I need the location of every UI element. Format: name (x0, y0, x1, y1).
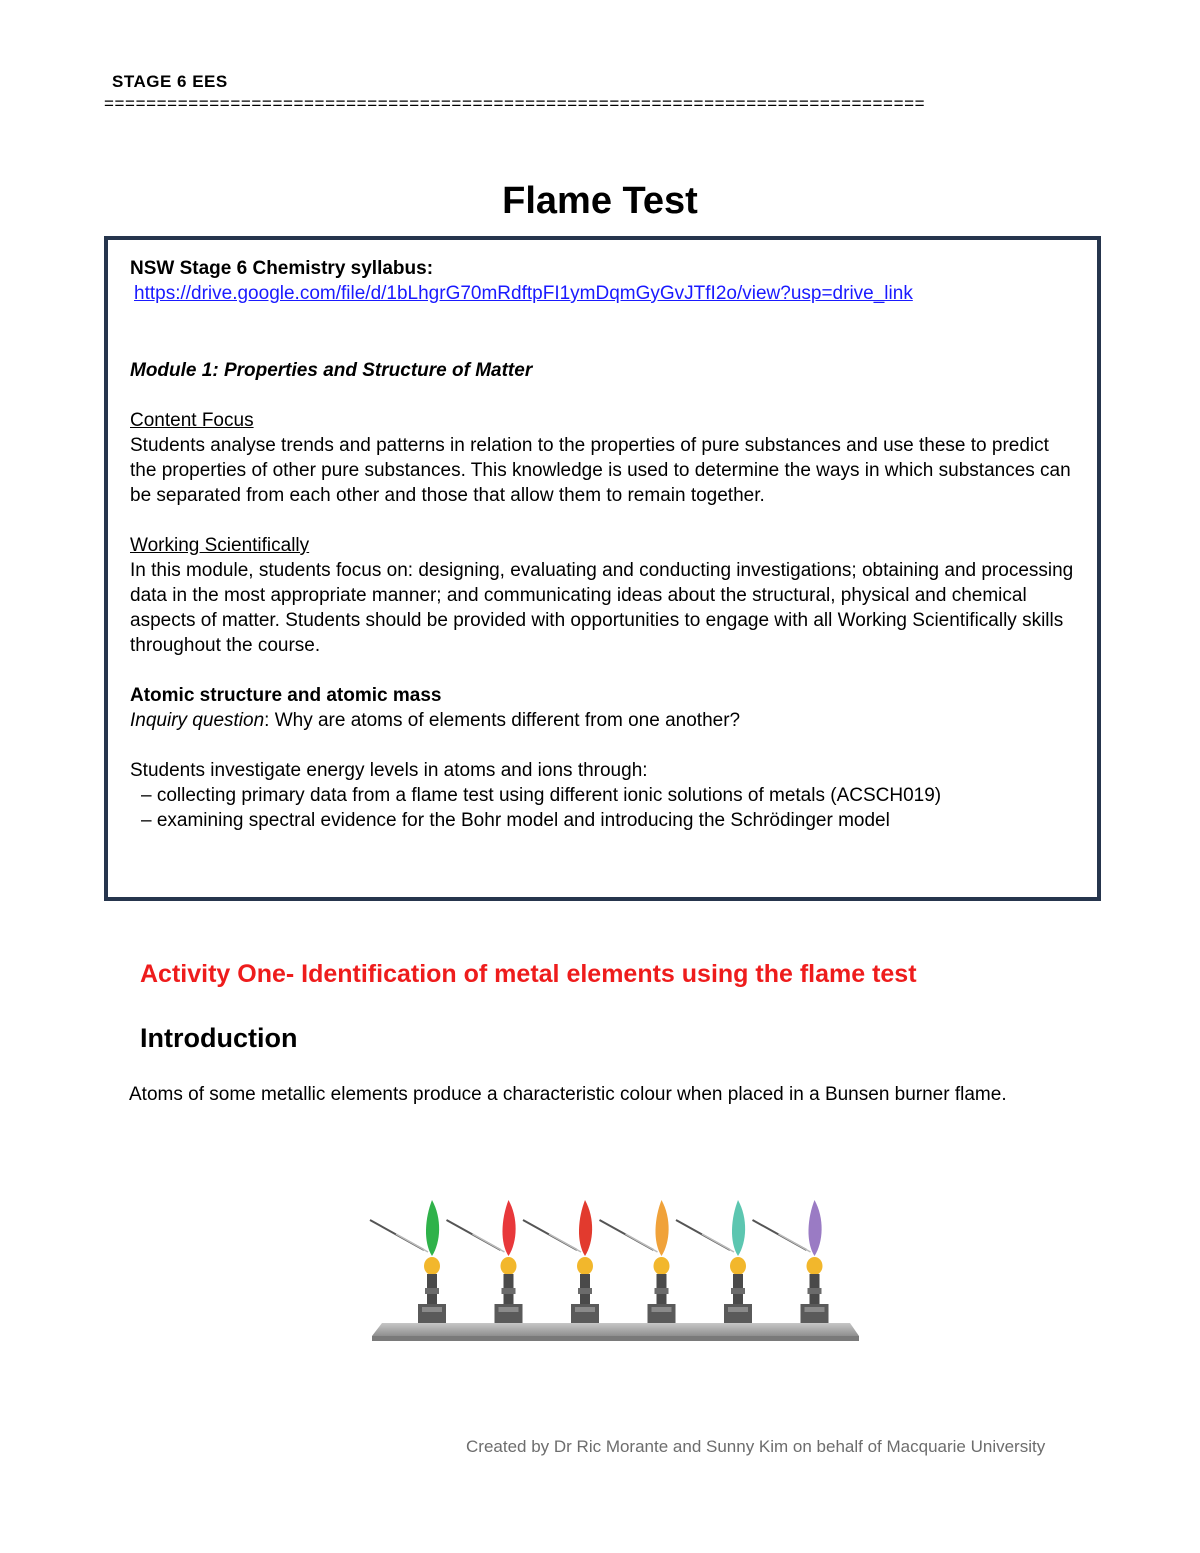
content-focus-text: Students analyse trends and patterns in relation to the properties of pure substances and use these to predict the properties of other pure substances. This knowledge is used to determine the ways in which substances can be separated from each other and those that allow them to remain together. (130, 435, 1071, 506)
burner-collar (502, 1288, 516, 1294)
loop-wire-tip (702, 1234, 734, 1252)
working-scientifically-heading: Working Scientifically (130, 535, 310, 556)
syllabus-link[interactable]: https://drive.google.com/file/d/1bLhgrG70mRdftpFI1ymDqmGyGvJTfI2o/view?usp=drive_link (134, 283, 913, 304)
content-focus-heading: Content Focus (130, 410, 254, 431)
burner-base (495, 1304, 523, 1323)
flame (655, 1200, 668, 1256)
introduction-text: Atoms of some metallic elements produce a characteristic colour when placed in a Bunsen burner flame. (129, 1084, 1007, 1105)
module-title: Module 1: Properties and Structure of Matter (130, 360, 533, 381)
burner-base (801, 1304, 829, 1323)
burner-base (648, 1304, 676, 1323)
burner-base (571, 1304, 599, 1323)
burner-base-highlight (575, 1307, 595, 1312)
burner-collar (808, 1288, 822, 1294)
syllabus-heading: NSW Stage 6 Chemistry syllabus: (130, 258, 434, 279)
bullet-item: – collecting primary data from a flame test using different ionic solutions of metals (ACSCH019) (141, 785, 942, 806)
burner-collar (578, 1288, 592, 1294)
inquiry-text: : Why are atoms of elements different from one another? (264, 710, 741, 731)
inquiry-label: Inquiry question (130, 710, 265, 731)
burner-group (370, 1200, 829, 1323)
introduction-heading: Introduction (140, 1023, 298, 1053)
burner-base-highlight (805, 1307, 825, 1312)
burner-base (418, 1304, 446, 1323)
loop-wire-tip (549, 1234, 581, 1252)
flame (502, 1200, 515, 1256)
burner-flame-core (654, 1257, 670, 1275)
inquiry-question (130, 708, 1080, 733)
syllabus-content (130, 256, 1080, 833)
flame (426, 1200, 439, 1256)
flame (579, 1200, 592, 1256)
stage-label: STAGE 6 EES (112, 72, 228, 91)
bunsen-burners-illustration (362, 1190, 872, 1355)
loop-wire-tip (396, 1234, 428, 1252)
page-title: Flame Test (502, 180, 698, 222)
burner-base-highlight (728, 1307, 748, 1312)
working-scientifically-text: In this module, students focus on: designing, evaluating and conducting investigations; obtaining and processing data in the most appropriate manner; and communicating ideas about the structural, physical and chemical aspects of matter. Students should be provided with opportunities to engage with all Working Scientifically skills throughout the course. (130, 560, 1074, 656)
burner-base (724, 1304, 752, 1323)
burner-collar (655, 1288, 669, 1294)
burner-flame-core (501, 1257, 517, 1275)
header-rule: ============================================================================== (104, 94, 926, 113)
bench-base (372, 1323, 859, 1336)
burner-collar (425, 1288, 439, 1294)
footer-credit: Created by Dr Ric Morante and Sunny Kim on behalf of Macquarie University (466, 1437, 1046, 1456)
activity-heading: Activity One- Identification of metal elements using the flame test (140, 960, 917, 988)
burner-flame-core (577, 1257, 593, 1275)
burner-base-highlight (652, 1307, 672, 1312)
burner-flame-core (730, 1257, 746, 1275)
atomic-structure-heading: Atomic structure and atomic mass (130, 685, 442, 706)
bench-shadow (372, 1336, 859, 1341)
burner-flame-core (807, 1257, 823, 1275)
burner-base-highlight (422, 1307, 442, 1312)
flame (808, 1200, 821, 1256)
loop-wire-tip (626, 1234, 658, 1252)
burner-collar (731, 1288, 745, 1294)
flame (732, 1200, 745, 1256)
investigate-intro: Students investigate energy levels in atoms and ions through: (130, 760, 648, 781)
burner-flame-core (424, 1257, 440, 1275)
loop-wire-tip (779, 1234, 811, 1252)
syllabus-box (104, 236, 1101, 901)
burner-base-highlight (499, 1307, 519, 1312)
bullet-item: – examining spectral evidence for the Bohr model and introducing the Schrödinger model (141, 810, 890, 831)
loop-wire-tip (473, 1234, 505, 1252)
